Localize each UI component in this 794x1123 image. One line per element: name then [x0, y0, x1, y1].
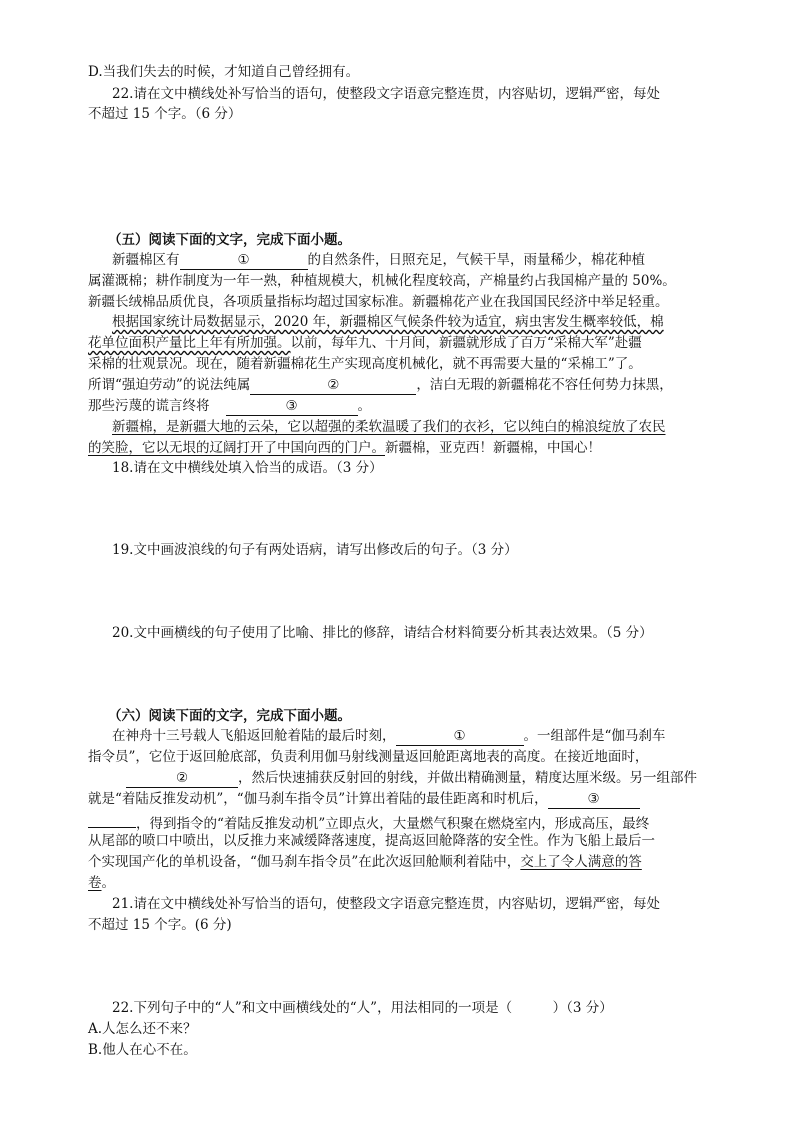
s5-paragraph-line [88, 396, 732, 416]
question-21: 21.请在文中横线处补写恰当的语句，使整段文字语意完整连贯，内容贴切，逻辑严密，每处 [112, 896, 660, 912]
s5-paragraph-line [88, 438, 732, 458]
wavy-text: 根据国家统计局数据显示，2020 年，新疆棉区气候条件较为适宜，病虫害发生概率较低，棉 [112, 314, 664, 330]
option-b: B.他人在心不在。 [88, 1042, 197, 1058]
s6-text: 就是“着陆反推发动机”，“伽马刹车指令员”计算出着陆的最佳距离和时机后， [88, 791, 548, 807]
blank-1[interactable]: ① [180, 252, 308, 270]
blank-2[interactable]: ② [250, 377, 416, 395]
section-6-heading: （六）阅读下面的文字，完成下面小题。 [108, 708, 351, 724]
s5-paragraph-line: 属灌溉棉；耕作制度为一年一熟，种植规模大，机械化程度较高，产棉量约占我国棉产量的 50%。 [88, 273, 676, 289]
underlined-text: 卷 [88, 875, 102, 891]
option-d: D.当我们失去的时候，才知道自己曾经拥有。 [88, 64, 360, 80]
underlined-sentence [112, 417, 732, 437]
s6-text: ，得到指令的“着陆反推发动机”立即点火，大量燃气积聚在燃烧室内，形成高压，最终 [136, 816, 650, 832]
s5-text: 。 [357, 398, 371, 414]
question-22-prev: 22.请在文中横线处补写恰当的语句，使整段文字语意完整连贯，内容贴切，逻辑严密，每处 [112, 86, 660, 102]
blank-2[interactable]: ② [126, 770, 238, 788]
s6-text: 在神舟十三号载人飞船返回舱着陆的最后时刻， [112, 728, 396, 744]
blank-3-cont[interactable] [88, 810, 136, 828]
s5-text: 以前，每年九、十月间，新疆就形成了百万“采棉大军”赴疆 [290, 335, 642, 351]
s5-paragraph-line [112, 250, 732, 270]
s6-paragraph-line: 指令员”，它位于返回舱底部，负责利用伽马射线测量返回舱距离地表的高度。在接近地面时， [88, 749, 649, 765]
s5-text: 所谓“强迫劳动”的说法纯属 [88, 377, 251, 393]
blank-3[interactable]: ③ [548, 791, 640, 809]
s6-text: 。一组部件是“伽马刹车 [523, 728, 666, 744]
s5-paragraph-line [88, 333, 732, 353]
s6-paragraph-line [88, 768, 732, 788]
s5-paragraph-line [88, 375, 732, 395]
s5-paragraph-line: 采棉的壮观景况。现在，随着新疆棉花生产实现高度机械化，就不再需要大量的“采棉工”了。 [88, 356, 642, 372]
blank-3[interactable]: ③ [226, 398, 358, 416]
question-22-prev-cont: 不超过 15 个字。（6 分） [88, 106, 242, 122]
question-22: 22.下列句子中的“人”和文中画横线处的“人”，用法相同的一项是（ ）（3 分） [112, 1000, 613, 1016]
blank-1[interactable]: ① [396, 728, 524, 746]
s6-text: 个实现国产化的单机设备，“伽马刹车指令员”在此次返回舱顺利着陆中， [88, 854, 521, 870]
question-19: 19.文中画波浪线的句子有两处语病，请写出修改后的句子。（3 分） [112, 542, 518, 558]
s5-text: 新疆棉，亚克西！新疆棉，中国心！ [385, 440, 601, 456]
s5-text: 那些污蔑的谎言终将 [88, 398, 210, 414]
s6-paragraph-line [88, 873, 732, 893]
s5-text: 新疆棉区有 [112, 252, 180, 268]
s6-paragraph-line: 从尾部的喷口中喷出，以反推力来减缓降落速度，提高返回舱降落的安全性。作为飞船上最后一 [88, 833, 655, 849]
underlined-text: 交上了令人满意的答 [520, 854, 642, 870]
question-18: 18.请在文中横线处填入恰当的成语。（3 分） [112, 460, 383, 476]
s6-paragraph-line [88, 789, 732, 809]
underlined-text: 新疆棉，是新疆大地的云朵，它以超强的柔软温暖了我们的衣衫，它以纯白的棉浪绽放了农民 [112, 419, 666, 435]
wavy-sentence [112, 312, 732, 332]
underlined-text: 的笑脸，它以无垠的辽阔打开了中国向西的门户。 [88, 440, 385, 456]
s6-text: ，然后快速捕获反射回的射线，并做出精确测量，精度达厘米级。另一组部件 [238, 770, 697, 786]
wavy-text: 花单位面积产量比上年有所加强。 [88, 335, 291, 351]
s6-paragraph-line [112, 726, 732, 746]
section-5-heading: （五）阅读下面的文字，完成下面小题。 [108, 232, 351, 248]
s5-text: 的自然条件，日照充足，气候干旱，雨量稀少，棉花种植 [307, 252, 645, 268]
option-a: A.人怎么还不来？ [88, 1021, 197, 1037]
s5-text: ，洁白无瑕的新疆棉花不容任何势力抹黑， [416, 377, 673, 393]
question-21-cont: 不超过 15 个字。(6 分) [88, 917, 232, 933]
s6-text: 。 [101, 875, 115, 891]
s5-paragraph-line: 新疆长绒棉品质优良，各项质量指标均超过国家标准。新疆棉花产业在我国国民经济中举足轻重。 [88, 294, 669, 310]
s6-paragraph-line [88, 852, 732, 872]
question-20: 20.文中画横线的句子使用了比喻、排比的修辞，请结合材料简要分析其表达效果。（5 分） [112, 625, 653, 641]
